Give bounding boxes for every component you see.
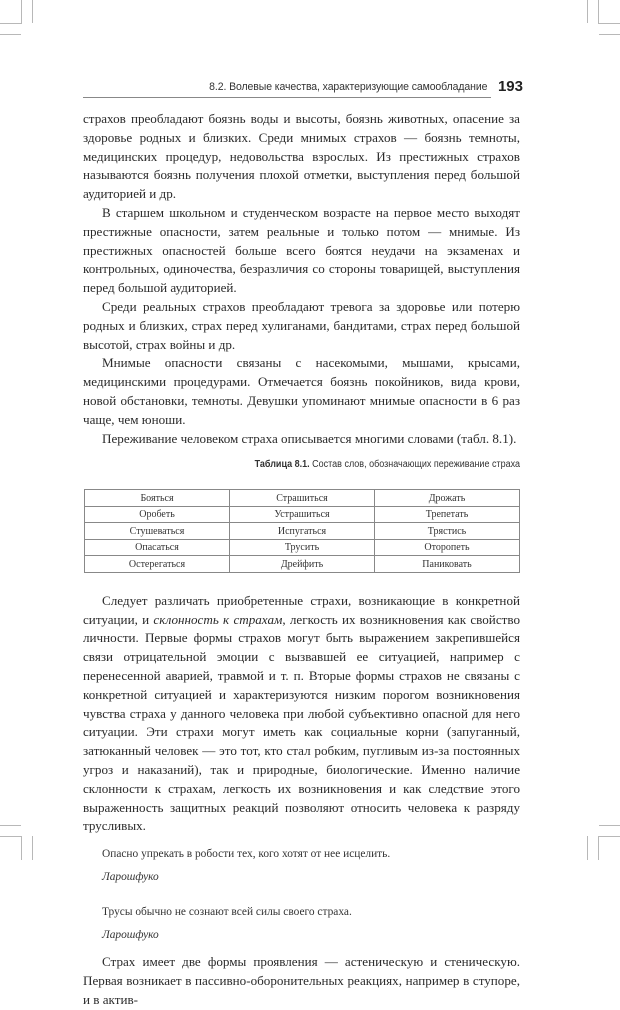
quote-author: Ларошфуко (102, 929, 159, 942)
crop-mark (587, 0, 588, 23)
table-cell: Устрашиться (230, 506, 375, 523)
crop-mark (599, 825, 620, 826)
paragraph: В старшем школьном и студенческом возрасте на первое место выходят престижные опасности, затем реальные и только потом — мнимые. Из престижных опасностей больше всего боятся неудачи на экзаменах и контрольных, одиночества, безразличия со стороны товарищей, выступления перед большой аудиторией. (83, 204, 520, 296)
paragraph: Следует различать приобретенные страхи, возникающие в конкретной ситуации, и склонность к страхам, легкость их возникновения как свойство личности. Первые формы страхов могут быть выражением закрепившейся связи отрицательной эмоции с вызвавшей ее ситуацией, например с перенесенной аварией, травмой и т. п. Вторые формы страхов не связаны с конкретной ситуацией и характеризуются низким порогом возникновения чувства страха у данного человека при любой субъективно опасной для него ситуации. Эти страхи могут иметь как социальные корни (запуганный, затюканный человек — это тот, кто стал робким, пугливым из-за постоянных угроз и наказаний), так и природные, биологические. Именно наличие склонности к страхам, легкость их возникновения и как следствие этого выраженность защитных реакций позволяют относить человека к разряду трусливых. (83, 592, 520, 834)
table-cell: Бояться (85, 490, 230, 507)
table-cell: Оробеть (85, 506, 230, 523)
quote-author: Ларошфуко (102, 871, 159, 884)
crop-mark (21, 836, 22, 860)
table-row (85, 506, 520, 523)
table-row (85, 556, 520, 573)
table-cell: Дрейфить (230, 556, 375, 573)
table-cell: Испугаться (230, 523, 375, 540)
crop-mark (598, 836, 599, 860)
crop-mark (0, 34, 21, 35)
table-cell: Стушеваться (85, 523, 230, 540)
epigraph-quote: Опасно упрекать в робости тех, кого хотят от нее исцелить. (102, 848, 391, 861)
header-rule (83, 97, 491, 98)
running-head (83, 78, 523, 100)
table-cell: Дрожать (375, 490, 520, 507)
table-cell: Опасаться (85, 539, 230, 556)
epigraph-quote: Трусы обычно не сознают всей силы своего страха. (102, 906, 352, 919)
paragraph: страхов преобладают боязнь воды и высоты, боязнь животных, опасение за здоровье родных и близких. Среди мнимых страхов — боязнь темноты, медицинских процедур, недовольства взрослых. Из престижных страхов называются боязнь получения плохой отметки, выступления перед большой аудиторией и др. (83, 111, 520, 202)
table-row (85, 490, 520, 507)
emphasis: склонность к страхам (153, 611, 283, 627)
table-cell: Трепетать (375, 506, 520, 523)
crop-mark (587, 836, 588, 860)
crop-mark (598, 0, 599, 23)
page-body (83, 110, 520, 1010)
table-cell: Оторопеть (375, 539, 520, 556)
section-title: 8.2. Волевые качества, характеризующие самообладание (208, 81, 487, 93)
paragraph: Среди реальных страхов преобладают тревога за здоровье или потерю родных и близких, страх перед хулиганами, бандитами, страх перед большой высотой, страх войны и др. (83, 298, 520, 352)
table-caption-text: Состав слов, обозначающих переживание страха (309, 459, 520, 471)
crop-mark (599, 34, 620, 35)
crop-mark (0, 825, 21, 826)
table-cell: Трястись (375, 523, 520, 540)
page-number: 193 (497, 78, 523, 95)
table-cell: Паниковать (375, 556, 520, 573)
crop-mark (0, 23, 22, 24)
table-cell: Трусить (230, 539, 375, 556)
paragraph: Переживание человеком страха описывается многими словами (табл. 8.1). (102, 430, 517, 446)
crop-mark (598, 836, 620, 837)
table-caption-label: Таблица 8.1. (254, 459, 310, 471)
table-row (85, 539, 520, 556)
paragraph: Мнимые опасности связаны с насекомыми, мышами, крысами, медицинскими процедурами. Отмечается боязнь покойников, вида крови, новой обстановки, темноты. Девушки упоминают мнимые опасности в 6 раз чаще, чем юноши. (83, 355, 520, 427)
table-cell: Страшиться (230, 490, 375, 507)
table-row (85, 523, 520, 540)
fear-words-table (84, 489, 520, 573)
crop-mark (0, 836, 22, 837)
crop-mark (32, 836, 33, 860)
table-cell: Остерегаться (85, 556, 230, 573)
crop-mark (32, 0, 33, 23)
crop-mark (21, 0, 22, 23)
paragraph: Страх имеет две формы проявления — астеническую и стеническую. Первая возникает в пассивно-оборонительных реакциях, например в ступоре, и в актив- (83, 954, 520, 1007)
table-caption (127, 459, 520, 470)
crop-mark (598, 23, 620, 24)
